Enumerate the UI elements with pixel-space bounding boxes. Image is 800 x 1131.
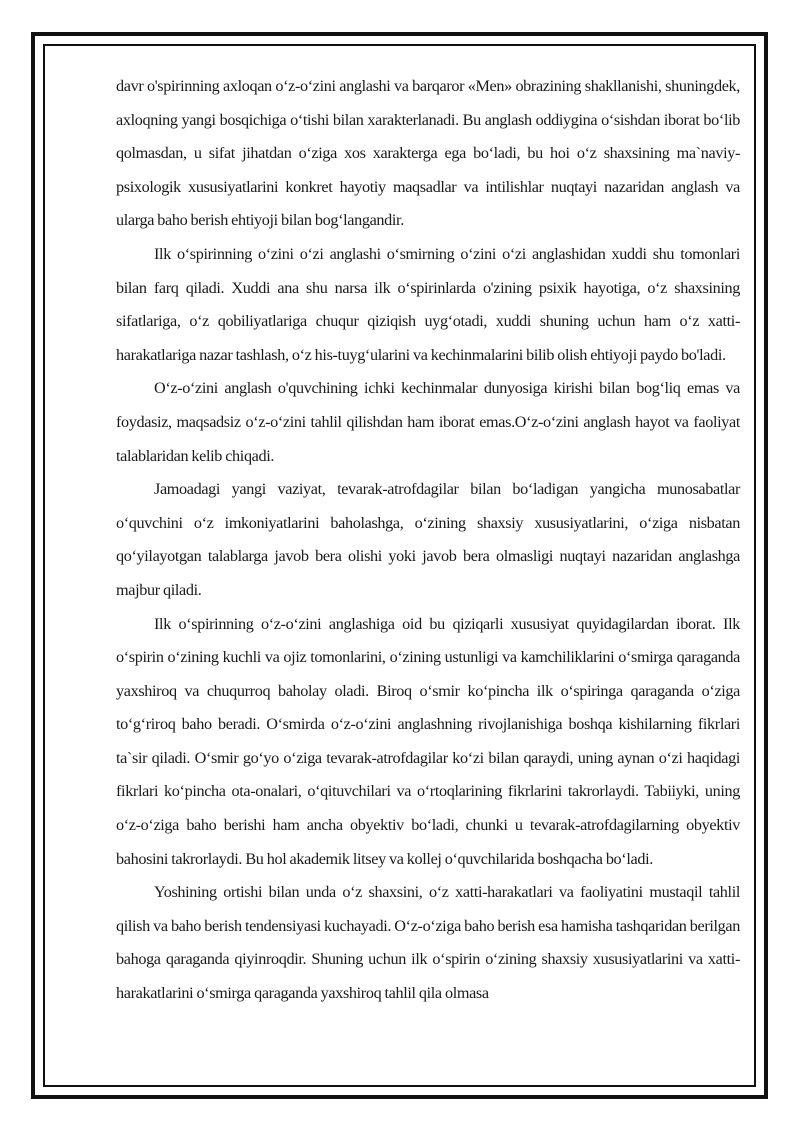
paragraph-5: Ilk oʻspirinning oʻz-oʻzini anglashiga oid bu qiziqarli xususiyat quyidagilardan iborat. Ilk oʻspirin oʻzining kuchli va ojiz tomonlarini, oʻzining ustunligi va kamchiliklarini oʻsmirga qaraganda yaxshiroq va chuqurroq baholay oladi. Biroq oʻsmir koʻpincha ilk oʻspiringa qaraganda oʻziga toʻgʻriroq baho beradi. Oʻsmirda oʻz-oʻzini anglashning rivojlanishiga boshqa kishilarning fikrlari ta`sir qiladi. Oʻsmir goʻyo oʻziga tevarak-atrofdagilar koʻzi bilan qaraydi, uning aynan oʻzi haqidagi fikrlari koʻpincha ota-onalari, oʻqituvchilari va oʻrtoqlarining fikrlarini takrorlaydi. Tabiiyki, uning oʻz-oʻziga baho berishi ham ancha obyektiv boʻladi, chunki u tevarak-atrofdagilarning obyektiv bahosini takrorlaydi. Bu hol akademik litsey va kollej oʻquvchilarida boshqacha boʻladi.	[116, 614, 740, 868]
paragraph-6: Yoshining ortishi bilan unda oʻz shaxsini, oʻz xatti-harakatlari va faoliyatini mustaqil tahlil qilish va baho berish tendensiyasi kuchayadi. Oʻz-oʻziga baho berish esa hamisha tashqaridan berilgan bahoga qaraganda qiyinroqdir. Shuning uchun ilk oʻspirin oʻzining shaxsiy xususiyatlarini va xatti-harakatlarini oʻsmirga qaraganda yaxshiroq tahlil qila olmasa	[116, 883, 740, 1003]
document-body	[116, 70, 740, 1011]
paragraph-4: Jamoadagi yangi vaziyat, tevarak-atrofdagilar bilan boʻladigan yangicha munosabatlar oʻquvchini oʻz imkoniyatlarini baholashga, oʻzining shaxsiy xususiyatlarini, oʻziga nisbatan qoʻyilayotgan talablarga javob bera olishi yoki javob bera olmasligi nuqtayi nazaridan anglashga majbur qiladi.	[116, 480, 740, 599]
paragraph-1: davr o'spirinning axloqan oʻz-oʻzini anglashi va barqaror «Men» obrazining shakllanishi, shuningdek, axloqning yangi bosqichiga oʻtishi bilan xarakterlanadi. Bu anglash oddiygina oʻsishdan iborat boʻlib qolmasdan, u sifat jihatdan oʻziga xos xarakterga ega boʻladi, bu hoi oʻz shaxsining ma`naviy-psixologik xususiyatlarini konkret hayotiy maqsadlar va intilishlar nuqtayi nazaridan anglash va ularga baho berish ehtiyoji bilan bogʻlangandir.	[116, 77, 740, 230]
paragraph-3: Oʻz-oʻzini anglash o'quvchining ichki kechinmalar dunyosiga kirishi bilan bogʻliq emas va foydasiz, maqsadsiz oʻz-oʻzini tahlil qilishdan ham iborat emas.Oʻz-oʻzini anglash hayot va faoliyat talablaridan kelib chiqadi.	[116, 379, 740, 465]
paragraph-2: Ilk oʻspirinning oʻzini oʻzi anglashi oʻsmirning oʻzini oʻzi anglashidan xuddi shu tomonlari bilan farq qiladi. Xuddi ana shu narsa ilk oʻspirinlarda o'zining psixik hayotiga, oʻz shaxsining sifatlariga, oʻz qobiliyatlariga chuqur qiziqish uygʻotadi, xuddi shuning uchun ham oʻz xatti-harakatlariga nazar tashlash, oʻz his-tuygʻularini va kechinmalarini bilib olish ehtiyoji paydo bo'ladi.	[116, 244, 740, 364]
